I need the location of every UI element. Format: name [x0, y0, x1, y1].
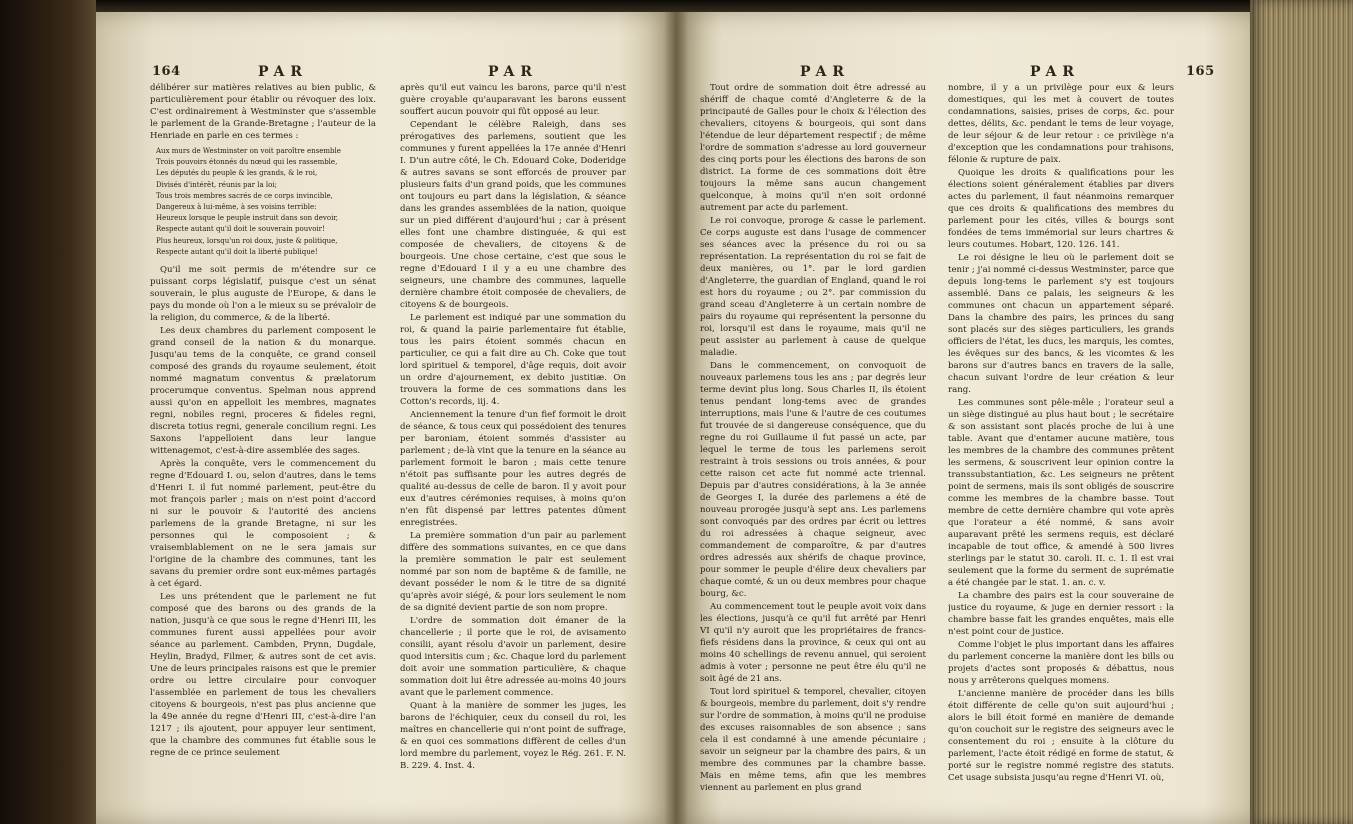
verse-line: Heureux lorsque le peuple instruit dans son devoir, — [156, 214, 339, 223]
paragraph: Dans le commencement, on convoquoit de nouveaux parlemens tous les ans ; par degrés leur terme devint plus long. Sous Charles II, ils étoient tenus pendant long-tems avec de grandes interruptions, mais l'une & l'autre de ces coutumes fut trouvée de si dangereuse conséquence, que du regne du roi Guillaume il fut passé un acte, par lequel le terme de tous les parlemens seroit restraint à trois sessions ou trois années, & pour cette raison cet acte fut nommé acte triennal. Depuis par d'autres considérations, à la 3e année de Georges I, la durée des parlemens a été de nouveau prorogée jusqu'à sept ans. Les parlemens sont convoqués par des ordres par écrit ou lettres du roi adressées à chaque seigneur, avec commandement de comparoître, & par d'autres ordres adressés aux shérifs de chaque province, pour sommer le peuple d'élire deux chevaliers par chaque comté, & un ou deux membres pour chaque bourg, &c. — [700, 361, 926, 599]
verse-line: Les députés du peuple & les grands, & le roi, — [156, 169, 318, 178]
left-running-head-2: PAR — [488, 64, 539, 80]
book-gutter — [664, 12, 688, 824]
paragraph: La première sommation d'un pair au parlement diffère des sommations suivantes, en ce que dans la première sommation le pair est seulement nommé par son nom de baptême & de famille, ne devant posséder le nom & le titre de sa dignité qu'après avoir siégé, & pour lors seulement le nom de sa dignité devient partie de son nom propre. — [400, 531, 626, 613]
paragraph: Comme l'objet le plus important dans les affaires du parlement concerne la manière dont les bills ou projets d'actes sont proposés & débattus, nous nous y arrêterons quelques momens. — [948, 640, 1174, 686]
paragraph: nombre, il y a un privilège pour eux & leurs domestiques, qui les met à couvert de toutes condamnations, saisies, prises de corps, &c. pour dettes, délits, &c. pendant le tems de leur voyage, de leur séjour & de leur retour : ce privilège n'a d'exception que les condamnations pour trahisons, félonie & rupture de paix. — [948, 83, 1174, 165]
paragraph: Quant à la manière de sommer les juges, les barons de l'échiquier, ceux du conseil du roi, les maîtres en chancellerie qui n'ont point de suffrage, & en quoi ces sommations diffèrent de celles d'un lord membre du parlement, voyez le Rég. 261. F. N. B. 229. 4. Inst. 4. — [400, 701, 626, 771]
column-4 — [948, 82, 1174, 807]
paragraph: L'ancienne manière de procéder dans les bills étoit différente de celle qu'on suit aujourd'hui ; alors le bill étoit formé en manière de demande qu'on couchoit sur le registre des seigneurs avec le consentement du roi ; ensuite à la clôture du parlement, l'acte étoit rédigé en forme de statut, & porté sur le registre nommé registre des statuts. Cet usage subsista jusqu'au regne d'Henri VI. où, — [948, 689, 1174, 783]
paragraph: Les communes sont pêle-mêle ; l'orateur seul a un siège distingué au plus haut bout ; le secrétaire & son assistant sont placés proche de lui à une table. Avant que d'entamer aucune matière, tous les membres de la chambre des communes prêtent les sermens, & souscrivent leur opinion contre la transsubstantiation, &c. Les seigneurs ne prêtent point de sermens, mais ils sont obligés de souscrire comme les membres de la chambre basse. Tout membre de cette dernière chambre qui vote après que l'orateur a été nommé, & sans avoir auparavant prêté les sermens requis, est déclaré incapable de tout office, & amendé à 500 livres sterlings par le statut 30. caroli. II. c. 1. Il est vrai seulement que la forme du serment de suprématie a été changée par le stat. 1. an. c. v. — [948, 398, 1174, 588]
column-3 — [700, 82, 926, 807]
paragraph: Le roi convoque, proroge & casse le parlement. Ce corps auguste est dans l'usage de commencer ses séances avec la présence du roi ou sa représentation. La représentation du roi se fait de deux manières, ou 1°. par le lord gardien d'Angleterre, the guardian of England, quand le roi est hors du royaume ; ou 2°. par commission du grand sceau d'Angleterre à un certain nombre de pairs du royaume qui représentent la personne du roi, lorsqu'il est dans le royaume, mais qu'il ne peut assister au parlement à cause de quelque maladie. — [700, 216, 926, 358]
paragraph: Les uns prétendent que le parlement ne fut composé que des barons ou des grands de la nation, jusqu'à ce que sous le regne d'Henri III, les communes furent aussi appellées pour avoir séance au parlement. Cambden, Prynn, Dugdale, Heylin, Bradyd, Filmer, & autres sont de cet avis. Une de leurs principales raisons est que le premier ordre ou lettre circulaire pour convoquer l'assemblée en parlement de tous les chevaliers citoyens & bourgeois, n'est pas plus ancienne que la 49e année du regne d'Henri III, c'est-à-dire l'an 1217 ; ils ajoutent, pour appuyer leur sentiment, que la chambre des communes fut établie sous le regne de ce prince seulement — [150, 592, 376, 759]
page-edges — [1250, 0, 1353, 824]
paragraph: Quoique les droits & qualifications pour les élections soient généralement établies par divers actes du parlement, il faut néanmoins remarquer que ces droits & qualifications des membres du parlement pour les cités, villes & bourgs sont fondées de tems immémorial sur leurs chartres & leurs coutumes. Hobart, 120. 126. 141. — [948, 168, 1174, 250]
verse-line: Divisés d'intérêt, réunis par la loi; — [156, 180, 277, 189]
verse-line: Aux murs de Westminster on voit paroître ensemble — [156, 147, 341, 155]
paragraph: délibérer sur matières relatives au bien public, & particulièrement pour établir ou révoquer des loix. C'est ordinairement à Westminster que s'assemble le parlement de la Grande-Bretagne ; l'auteur de la Henriade en parle en ces termes : — [150, 83, 376, 141]
paragraph: Au commencement tout le peuple avoit voix dans les élections, jusqu'à ce qu'il fut arrêté par Henri VI qu'il n'y auroit que les propriétaires de francs-fiefs résidens dans la province, & ceux qui ont au moins 40 schellings de revenu annuel, qui seroient admis à voter ; personne ne peut être élu qu'il ne soit âgé de 21 ans. — [700, 602, 926, 684]
paragraph: Le roi désigne le lieu où le parlement doit se tenir ; j'ai nommé ci-dessus Westminster, parce que depuis long-tems le parlement s'y est toujours assemblé. Dans ce palais, les seigneurs & les communes ont chacun un appartement séparé. Dans la chambre des pairs, les princes du sang sont placés sur des sièges particuliers, les grands officiers de l'état, les ducs, les marquis, les comtes, les évêques sur des bancs, & les vicomtes & les barons sur d'autres bancs en travers de la salle, chacun suivant l'ordre de leur création & leur rang. — [948, 253, 1174, 395]
verse-line: Trois pouvoirs étonnés du nœud qui les rassemble, — [156, 158, 338, 167]
verse-line: Tous trois membres sacrés de ce corps invincible, — [156, 191, 333, 200]
verse-block — [150, 146, 376, 258]
paragraph: Tout lord spirituel & temporel, chevalier, citoyen & bourgeois, membre du parlement, doit s'y rendre sur l'ordre de sommation, à moins qu'il ne produise des excuses raisonnables de son absence ; sans cela il est condamné à une amende pécuniaire ; savoir un seigneur par la chambre des pairs, & un membre des communes par la chambre basse. Mais en même tems, afin que les membres viennent au parlement en plus grand — [700, 687, 926, 793]
paragraph: Anciennement la tenure d'un fief formoit le droit de séance, & tous ceux qui possédoient des tenures per baroniam, étoient sommés d'assister au parlement ; de-là vint que la tenure en la séance au parlement formoit le baron ; mais cette tenure n'étoit pas suffisante pour les autres degrés de qualité au-dessus de celle de baron. Il y avoit pour eux d'autres cérémonies requises, à moins qu'on n'en fût dispensé par lettres patentes dûment enregistrées. — [400, 410, 626, 528]
column-1 — [150, 82, 376, 807]
paragraph: L'ordre de sommation doit émaner de la chancellerie ; il porte que le roi, de avisamento consilii, ayant résolu d'avoir un parlement, desire quod intersitis cum ; &c. Chaque lord du parlement doit avoir une sommation particulière, & chaque sommation doit lui être adressée au-moins 40 jours avant que le parlement commence. — [400, 616, 626, 698]
verse-line: Plus heureux, lorsqu'un roi doux, juste & politique, — [156, 236, 338, 245]
paragraph: Les deux chambres du parlement composent le grand conseil de la nation & du monarque. Jusqu'au tems de la conquête, ce grand conseil composé des grands du royaume seulement, étoit nommé magnatum conventus & prælatorum procerumque conventus. Spelman nous apprend aussi qu'on en appelloit les membres, magnates regni, nobiles regni, proceres & fideles regni, discreta totius regni, generale concilium regni. Les Saxons l'appelloient dans leur langue wittenagemot, c'est-à-dire assemblée des sages. — [150, 326, 376, 457]
paragraph: Après la conquête, vers le commencement du regne d'Edouard I. ou, selon d'autres, dans le tems d'Henri I. il fut nommé parlement, peut-être du mot françois parler ; mais on n'est point d'accord ni sur le pouvoir & l'autorité des anciens parlemens de la grande Bretagne, ni sur les personnes qui le composoient ; & vraisemblablement on ne le sera jamais sur l'origine de la chambre des communes, tant les savans du premier ordre sont eux-mêmes partagés à cet égard. — [150, 459, 376, 590]
verse-line: Dangereux à lui-même, à ses voisins terrible: — [156, 203, 317, 212]
column-2 — [400, 82, 626, 807]
paragraph: Cependant le célèbre Raleigh, dans ses prérogatives des parlemens, soutient que les communes y furent appellées la 17e année d'Henri I. D'un autre côté, le Ch. Edouard Coke, Doderidge & autres savans se sont efforcés de prouver par plusieurs faits d'un grand poids, que les communes ont toujours eu part dans la législation, & séance dans les grandes assemblées de la nation, quoique sur un pied différent d'aujourd'hui ; car à présent elles font une chambre distinguée, & qui est composée de chevaliers, de citoyens & de bourgeois. Une chose certaine, c'est que sous le regne d'Edouard I il y a eu une chambre des seigneurs, une chambre des communes, laquelle dernière chambre étoit composée de chevaliers, de citoyens & de bourgeois. — [400, 120, 626, 310]
right-running-head-2: PAR — [1030, 64, 1081, 80]
book-cover-left — [0, 0, 96, 824]
right-running-head-1: PAR — [800, 64, 851, 80]
paragraph: après qu'il eut vaincu les barons, parce qu'il n'est guère croyable qu'auparavant les barons eussent souffert aucun pouvoir qui fût opposé au leur. — [400, 83, 626, 117]
paragraph: La chambre des pairs est la cour souveraine de justice du royaume, & juge en dernier ressort : la chambre basse fait les grandes enquêtes, mais elle n'est point cour de justice. — [948, 591, 1174, 637]
left-running-head-1: PAR — [258, 64, 309, 80]
right-folio: 165 — [1186, 64, 1215, 79]
verse-line: Respecte autant qu'il doit la liberté publique! — [156, 247, 318, 256]
paragraph: Le parlement est indiqué par une sommation du roi, & quand la pairie parlementaire fut établie, tous les pairs étoient sommés chacun en particulier, ce qui a fait dire au Ch. Coke que tout lord spirituel & temporel, d'âge requis, doit avoir un ordre d'ajournement, ex debito justitiæ. On trouvera la forme de ces sommations dans les Cotton's records, iij. 4. — [400, 313, 626, 407]
paragraph: Qu'il me soit permis de m'étendre sur ce puissant corps législatif, puisque c'est un sénat souverain, le plus auguste de l'Europe, & dans le pays du monde où l'on a le mieux su se prévaloir de la religion, du commerce, & de la liberté. — [150, 265, 376, 324]
paragraph: Tout ordre de sommation doit être adressé au shériff de chaque comté d'Angleterre & de la principauté de Galles pour le choix & l'élection des chevaliers, citoyens & bourgeois, qui sont dans l'étendue de leur département respectif ; de même l'ordre de sommation s'adresse au lord gouverneur des cinq ports pour les élections des barons de son district. La forme de ces sommations doit être toujours la même sans aucun changement quelconque, à moins qu'il n'en soit ordonné autrement par acte du parlement. — [700, 83, 926, 213]
verse-line: Respecte autant qu'il doit le souverain pouvoir! — [156, 225, 325, 234]
left-folio: 164 — [152, 64, 181, 79]
